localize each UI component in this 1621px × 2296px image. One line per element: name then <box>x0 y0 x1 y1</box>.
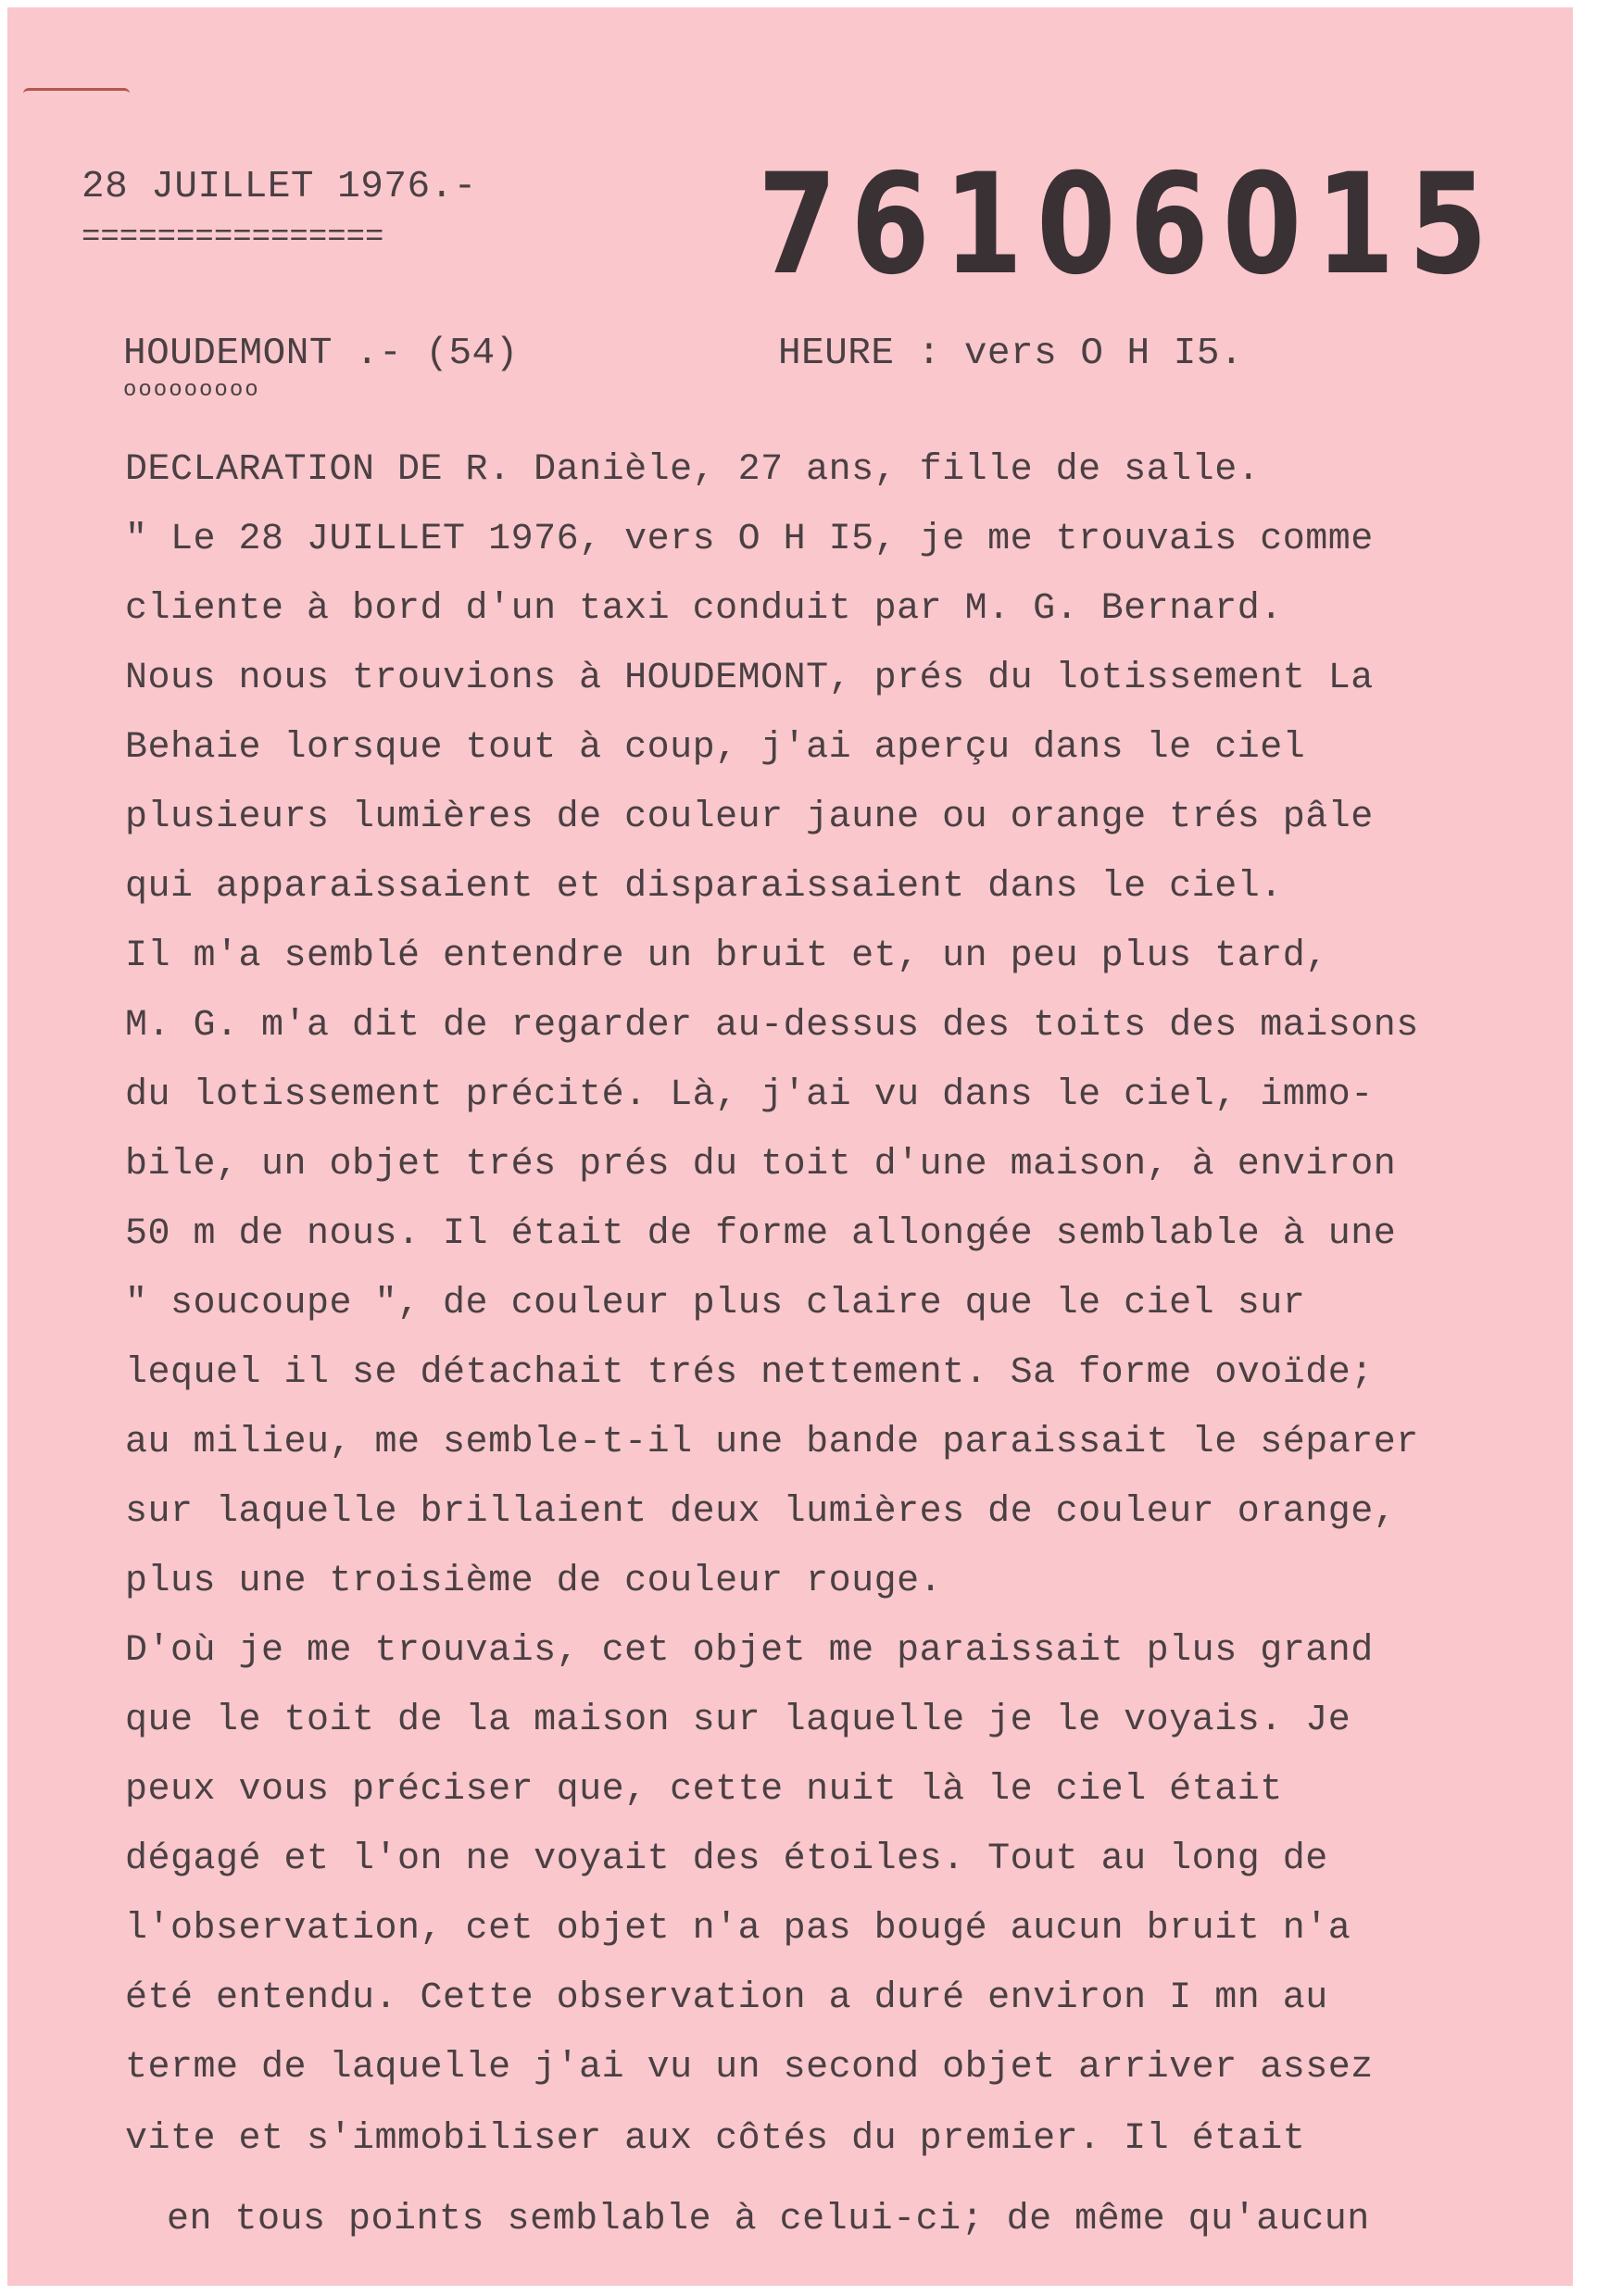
text-line: " Le 28 JUILLET 1976, vers O H I5, je me trouvais comme <box>125 519 1374 560</box>
place-underline: ooooooooo <box>123 378 260 403</box>
text-line: Il m'a semblé entendre un bruit et, un peu plus tard, <box>125 935 1328 977</box>
text-line: dégagé et l'on ne voyait des étoiles. Tout au long de <box>125 1838 1328 1880</box>
text-line: Nous nous trouvions à HOUDEMONT, prés du lotissement La <box>125 658 1374 699</box>
date-underline: ================ <box>82 220 384 256</box>
text-line: vite et s'immobiliser aux côtés du premier. Il était <box>125 2118 1306 2160</box>
scan-border-top <box>0 0 1621 7</box>
text-line: peux vous préciser que, cette nuit là le ciel était <box>125 1769 1283 1811</box>
staple-mark <box>23 88 130 98</box>
text-line: D'où je me trouvais, cet objet me paraissait plus grand <box>125 1630 1374 1672</box>
text-line: terme de laquelle j'ai vu un second objet arriver assez <box>125 2047 1374 2089</box>
document-date: 28 JUILLET 1976.- <box>82 166 477 208</box>
text-line: en tous points semblable à celui-ci; de même qu'aucun <box>167 2199 1370 2240</box>
text-line: l'observation, cet objet n'a pas bougé aucun bruit n'a <box>125 1908 1351 1950</box>
reference-number-stamp: 76106015 <box>758 144 1502 306</box>
text-line: que le toit de la maison sur laquelle je le voyais. Je <box>125 1700 1351 1741</box>
text-line: plusieurs lumières de couleur jaune ou orange trés pâle <box>125 797 1374 838</box>
hour-heading: HEURE : vers O H I5. <box>778 332 1244 375</box>
text-line: été entendu. Cette observation a duré environ I mn au <box>125 1977 1328 2019</box>
text-line: cliente à bord d'un taxi conduit par M. G. Bernard. <box>125 588 1283 630</box>
text-line: 50 m de nous. Il était de forme allongée semblable à une <box>125 1213 1397 1255</box>
text-line: M. G. m'a dit de regarder au-dessus des toits des maisons <box>125 1005 1419 1047</box>
place-heading: HOUDEMONT .- (54) <box>123 332 519 375</box>
text-line: sur laquelle brillaient deux lumières de couleur orange, <box>125 1491 1397 1533</box>
text-line: bile, un objet trés prés du toit d'une maison, à environ <box>125 1144 1397 1186</box>
text-line: du lotissement précité. Là, j'ai vu dans le ciel, immo- <box>125 1074 1374 1116</box>
scan-border-right <box>1573 0 1621 2296</box>
text-line: plus une troisième de couleur rouge. <box>125 1561 943 1602</box>
text-line: DECLARATION DE R. Danièle, 27 ans, fille de salle. <box>125 449 1261 491</box>
text-line: au milieu, me semble-t-il une bande paraissait le séparer <box>125 1422 1419 1463</box>
text-line: lequel il se détachait trés nettement. Sa forme ovoïde; <box>125 1352 1374 1394</box>
text-line: " soucoupe ", de couleur plus claire que le ciel sur <box>125 1283 1306 1324</box>
text-line: qui apparaissaient et disparaissaient dans le ciel. <box>125 866 1283 908</box>
text-line: Behaie lorsque tout à coup, j'ai aperçu dans le ciel <box>125 727 1306 769</box>
